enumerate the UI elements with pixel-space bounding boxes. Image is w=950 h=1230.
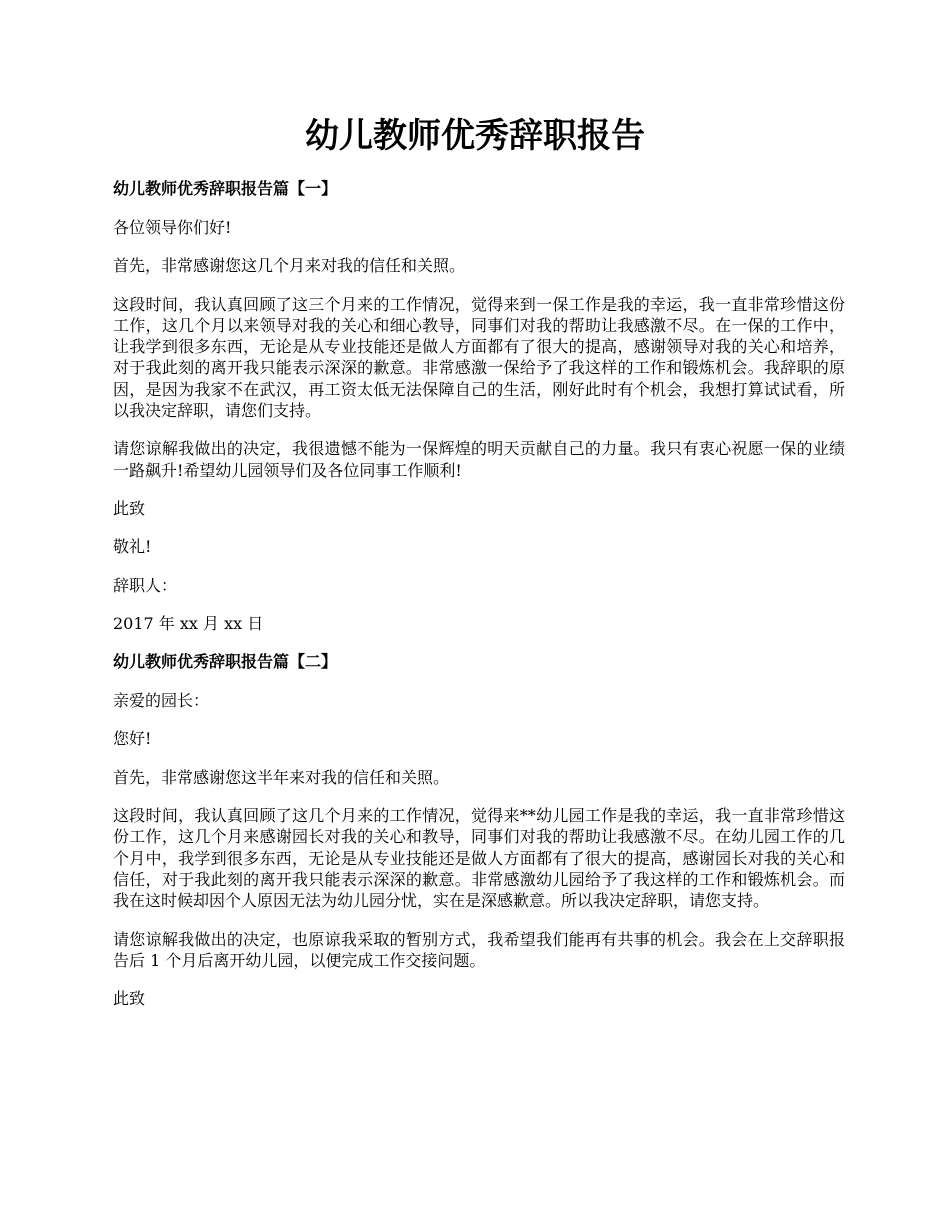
section-one-heading: 幼儿教师优秀辞职报告篇【一】 — [113, 179, 338, 198]
section-one — [113, 178, 845, 634]
section-two-paragraph-1: 首先，非常感谢您这半年来对我的信任和关照。 — [113, 767, 450, 787]
section-one-signer: 辞职人： — [113, 575, 178, 595]
section-two — [113, 651, 845, 1009]
section-two-paragraph-2: 这段时间，我认真回顾了这几个月来的工作情况，觉得来**幼儿园工作是我的幸运，我一直非常珍惜这份工作，这几个月来感谢园长对我的关心和教导，同事们对我的帮助让我感激不尽。在幼儿园工作的几个月中，我学到很多东西，无论是从专业技能还是做人方面都有了很大的提高，感谢园长对我的关心和信任，对于我此刻的离开我只能表示深深的歉意。非常感激幼儿园给予了我这样的工作和锻炼机会。而我在这时候却因个人原因无法为幼儿园分忧，实在是深感歉意。所以我决定辞职，请您支持。 — [113, 806, 845, 911]
section-one-paragraph-1: 首先，非常感谢您这几个月来对我的信任和关照。 — [113, 256, 466, 276]
section-two-salutation: 亲爱的园长： — [113, 691, 210, 711]
document-body — [113, 178, 845, 1026]
section-two-heading: 幼儿教师优秀辞职报告篇【二】 — [113, 652, 338, 672]
section-one-paragraph-2: 这段时间，我认真回顾了这三个月来的工作情况，觉得来到一保工作是我的幸运，我一直非常珍惜这份工作，这几个月以来领导对我的关心和细心教导，同事们对我的帮助让我感激不尽。在一保的工作中，让我学到很多东西，无论是从专业技能还是做人方面都有了很大的提高，感谢领导对我的关心和培养，对于我此刻的离开我只能表示深深的歉意。非常感激一保给予了我这样的工作和锻炼机会。我辞职的原因，是因为我家不在武汉，再工资太低无法保障自己的生活，刚好此时有个机会，我想打算试试看，所以我决定辞职，请您们支持。 — [113, 294, 845, 421]
section-one-greeting: 各位领导你们好! — [113, 218, 232, 237]
section-one-paragraph-3: 请您谅解我做出的决定，我很遗憾不能为一保辉煌的明天贡献自己的力量。我只有衷心祝愿一保的业绩一路飙升!希望幼儿园领导们及各位同事工作顺利! — [113, 439, 845, 480]
section-one-closing-1: 此致 — [113, 498, 146, 518]
document-title: 幼儿教师优秀辞职报告 — [305, 116, 645, 156]
section-one-closing-2: 敬礼! — [113, 537, 152, 557]
section-two-greeting: 您好! — [113, 729, 152, 749]
section-one-date: 2017 年 xx 月 xx 日 — [113, 613, 264, 633]
section-two-paragraph-3: 请您谅解我做出的决定，也原谅我采取的暂别方式，我希望我们能再有共事的机会。我会在上交辞职报告后 1 个月后离开幼儿园，以便完成工作交接问题。 — [113, 929, 845, 970]
section-two-closing-1: 此致 — [113, 989, 146, 1009]
